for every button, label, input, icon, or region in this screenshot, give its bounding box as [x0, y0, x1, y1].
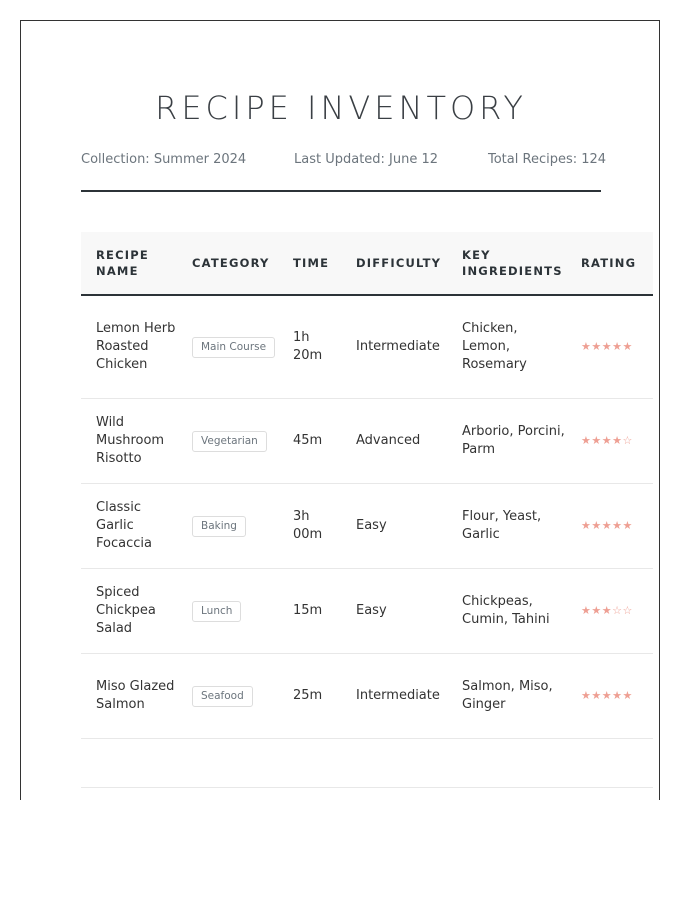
rating-cell	[566, 295, 653, 399]
recipe-name: Miso Glazed Salmon	[81, 654, 177, 739]
header-key-ingredients: KEY INGREDIENTS	[447, 232, 566, 295]
empty-row	[81, 739, 653, 788]
ingredients-cell: Chicken, Lemon, Rosemary	[447, 295, 566, 399]
recipe-name: Spiced Chickpea Salad	[81, 569, 177, 654]
star-icon: ★★★★★	[581, 689, 633, 702]
rating-cell	[566, 569, 653, 654]
rating-cell	[566, 654, 653, 739]
difficulty-cell: Intermediate	[341, 295, 447, 399]
recipe-name: Classic Garlic Focaccia	[81, 484, 177, 569]
category-badge: Seafood	[192, 686, 253, 707]
recipe-name: Wild Mushroom Risotto	[81, 399, 177, 484]
table-row	[81, 295, 653, 399]
star-icon: ★★★☆☆	[581, 604, 633, 617]
time-cell: 15m	[278, 569, 341, 654]
difficulty-cell: Easy	[341, 569, 447, 654]
header-recipe-name: RECIPE NAME	[81, 232, 177, 295]
time-cell: 25m	[278, 654, 341, 739]
collection-label: Collection: Summer 2024	[81, 152, 247, 167]
category-cell	[177, 484, 278, 569]
table-body	[81, 295, 653, 788]
rating-cell	[566, 484, 653, 569]
ingredients-cell: Flour, Yeast, Garlic	[447, 484, 566, 569]
time-cell: 1h 20m	[278, 295, 341, 399]
category-cell	[177, 295, 278, 399]
time-cell: 45m	[278, 399, 341, 484]
category-cell	[177, 399, 278, 484]
difficulty-cell: Easy	[341, 484, 447, 569]
header-time: TIME	[278, 232, 341, 295]
ingredients-cell: Chickpeas, Cumin, Tahini	[447, 569, 566, 654]
document-page	[20, 20, 660, 800]
table-row	[81, 654, 653, 739]
difficulty-cell: Advanced	[341, 399, 447, 484]
total-recipes-label: Total Recipes: 124	[488, 152, 607, 167]
difficulty-cell: Intermediate	[341, 654, 447, 739]
header-category: CATEGORY	[177, 232, 278, 295]
star-icon: ★★★★★	[581, 519, 633, 532]
ingredients-cell: Salmon, Miso, Ginger	[447, 654, 566, 739]
category-badge: Main Course	[192, 337, 275, 358]
title-divider	[81, 190, 601, 192]
category-badge: Lunch	[192, 601, 241, 622]
table-row	[81, 569, 653, 654]
category-badge: Vegetarian	[192, 431, 267, 452]
category-badge: Baking	[192, 516, 246, 537]
page-title: RECIPE INVENTORY	[155, 89, 527, 127]
rating-cell	[566, 399, 653, 484]
header-rating: RATING	[566, 232, 653, 295]
recipe-name: Lemon Herb Roasted Chicken	[81, 295, 177, 399]
star-icon: ★★★★☆	[581, 434, 633, 447]
last-updated-label: Last Updated: June 12	[294, 152, 439, 167]
category-cell	[177, 569, 278, 654]
table-header	[81, 232, 653, 295]
ingredients-cell: Arborio, Porcini, Parm	[447, 399, 566, 484]
star-icon: ★★★★★	[581, 340, 633, 353]
recipe-table	[81, 232, 653, 788]
table-row	[81, 399, 653, 484]
header-row	[81, 232, 653, 295]
time-cell: 3h 00m	[278, 484, 341, 569]
table-row	[81, 484, 653, 569]
header-difficulty: DIFFICULTY	[341, 232, 447, 295]
category-cell	[177, 654, 278, 739]
